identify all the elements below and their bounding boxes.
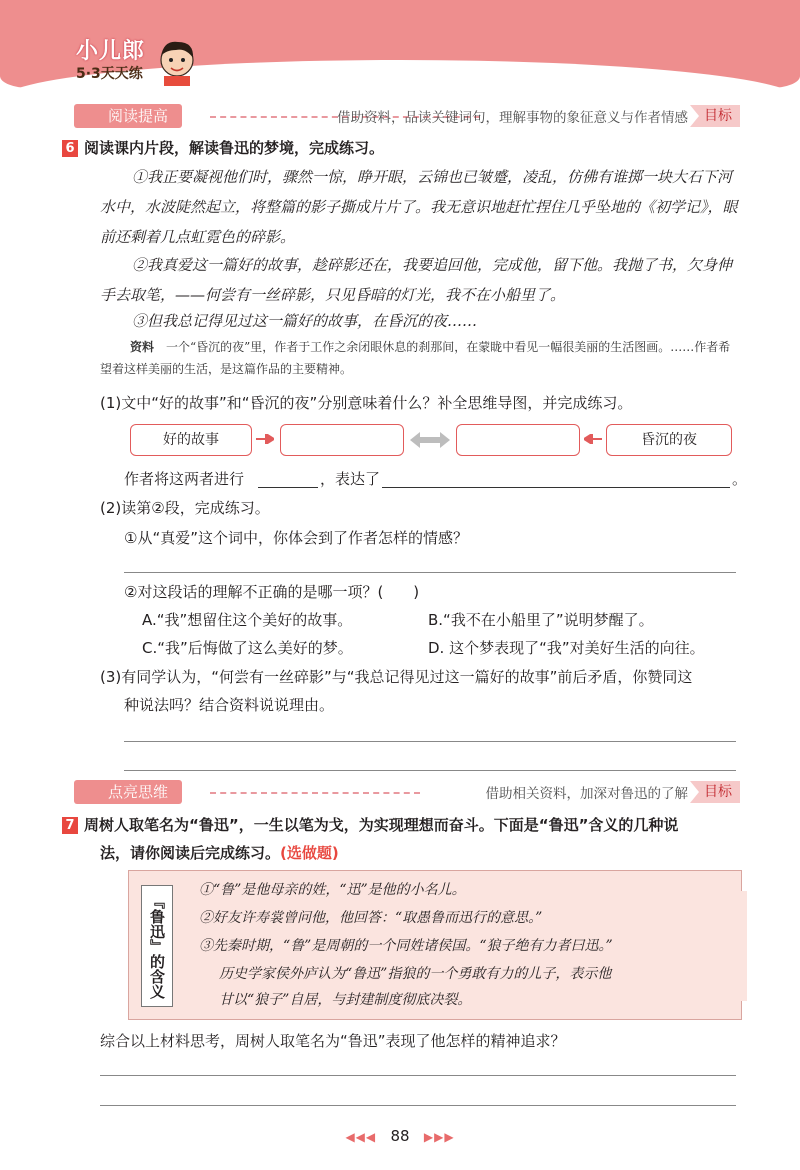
source-label: 资料 <box>130 340 155 354</box>
fill-blank-2[interactable] <box>382 487 730 488</box>
answer-line[interactable] <box>124 770 736 771</box>
mindmap-box-night: 昏沉的夜 <box>606 424 732 456</box>
box-edge <box>735 891 747 1001</box>
option-b[interactable]: B.“我不在小船里了”说明梦醒了。 <box>428 611 654 629</box>
section-thinking-bar <box>60 780 740 806</box>
section-tag: 阅读提高 <box>74 104 182 128</box>
option-d[interactable]: D. 这个梦表现了“我”对美好生活的向往。 <box>428 639 705 657</box>
target-badge: 目标 <box>690 781 740 803</box>
question-title-text: 阅读课内片段，解读鲁迅的梦境，完成练习。 <box>84 139 385 157</box>
mindmap-blank-left[interactable] <box>280 424 404 456</box>
subquestion-1: (1)文中“好的故事”和“昏沉的夜”分别意味着什么？补全思维导图，并完成练习。 <box>100 394 633 412</box>
page-number-text: 88 <box>390 1127 410 1145</box>
question-title-text: 周树人取笔名为“鲁迅”，一生以笔为戈，为实现理想而奋斗。下面是“鲁迅”含义的几种说 <box>84 816 679 834</box>
fill-text-b: ，表达了 <box>320 470 381 488</box>
material-box <box>128 870 742 1020</box>
fill-blank-1[interactable] <box>258 487 318 488</box>
answer-line[interactable] <box>124 572 736 573</box>
source-material <box>100 336 740 380</box>
question-title-text: 法，请你阅读后完成练习。 <box>100 844 281 862</box>
passage-paragraph-3: ③但我总记得见过这一篇好的故事，在昏沉的夜…… <box>132 312 478 330</box>
passage-paragraph-2: ②我真爱这一篇好的故事，趁碎影还在，我要追回他，完成他，留下他。我抛了书，欠身伸手去取笔，——何尝有一丝碎影，只见昏暗的灯光，我不在小船里了。 <box>100 256 733 304</box>
section-aim: 借助相关资料，加深对鲁迅的了解 <box>485 786 688 802</box>
brand-logo <box>76 34 145 83</box>
brand-name: 小儿郎 <box>76 39 146 64</box>
brand-series: 5·3天天练 <box>76 66 143 82</box>
next-arrows-icon: ▶▶▶ <box>423 1130 455 1144</box>
answer-line[interactable] <box>100 1105 736 1106</box>
mindmap-blank-right[interactable] <box>456 424 580 456</box>
section-aim: 借助资料，品读关键词句，理解事物的象征意义与作者情感 <box>337 110 688 126</box>
material-item-1: ①“鲁”是他母亲的姓，“迅”是他的小名儿。 <box>199 882 466 898</box>
option-a[interactable]: A.“我”想留住这个美好的故事。 <box>142 611 353 629</box>
material-item-3-cont: 甘以“狼子”自居，与封建制度彻底决裂。 <box>219 992 472 1008</box>
section-tag: 点亮思维 <box>74 780 182 804</box>
final-question: 综合以上材料思考，周树人取笔名为“鲁迅”表现了他怎样的精神追求？ <box>100 1032 566 1050</box>
page-number <box>0 1127 800 1145</box>
subquestion-2-2: ②对这段话的理解不正确的是哪一项？( ) <box>124 583 420 601</box>
section-reading-bar <box>60 104 740 130</box>
option-c[interactable]: C.“我”后悔做了这么美好的梦。 <box>142 639 353 657</box>
question-number: 6 <box>62 140 78 157</box>
material-item-2: ②好友许寿裳曾问他，他回答：“取愚鲁而迅行的意思。” <box>199 910 543 926</box>
subquestion-3-line2: 种说法吗？结合资料说说理由。 <box>124 696 335 714</box>
dashed-divider <box>210 792 420 794</box>
question-number: 7 <box>62 817 78 834</box>
answer-line[interactable] <box>100 1075 736 1076</box>
passage-paragraph-1: ①我正要凝视他们时，骤然一惊，睁开眼，云锦也已皱蹙，凌乱，仿佛有谁掷一块大石下河水中，水波陡然起立，将整篇的影子撕成片片了。我无意识地赶忙捏住几乎坠地的《初学记》，眼前还剩着几点虹霓色的碎影。 <box>100 168 738 246</box>
target-badge: 目标 <box>690 105 740 127</box>
fill-text-end: 。 <box>732 470 748 488</box>
question-title <box>62 137 384 158</box>
source-text: 一个“昏沉的夜”里，作者于工作之余闭眼休息的刹那间，在蒙眬中看见一幅很美丽的生活图画。……作者希望着这样美丽的生活，是这篇作品的主要精神。 <box>100 340 731 376</box>
arrow-left-icon <box>584 434 602 444</box>
question-title-line2 <box>100 842 339 863</box>
fill-text-a: 作者将这两者进行 <box>124 470 245 488</box>
arrow-right-icon <box>256 434 274 444</box>
double-arrow-icon <box>408 430 452 450</box>
material-label: 『鲁迅』的含义 <box>141 885 173 1007</box>
mascot-icon <box>156 38 198 86</box>
question-title <box>62 814 678 835</box>
mindmap-box-good-story: 好的故事 <box>130 424 252 456</box>
material-item-3: ③先秦时期，“鲁”是周朝的一个同姓诸侯国。“狼子绝有力者曰迅。” <box>199 938 613 954</box>
subquestion-3-line1: (3)有同学认为，“何尝有一丝碎影”与“我总记得见过这一篇好的故事”前后矛盾，你赞同这 <box>100 668 693 686</box>
optional-tag: (选做题) <box>280 844 339 862</box>
material-item-3-cont: 历史学家侯外庐认为“鲁迅”指狼的一个勇敢有力的儿子，表示他 <box>219 966 612 982</box>
subquestion-2: (2)读第②段，完成练习。 <box>100 499 270 517</box>
subquestion-2-1: ①从“真爱”这个词中，你体会到了作者怎样的情感？ <box>124 529 468 547</box>
prev-arrows-icon: ◀◀◀ <box>345 1130 377 1144</box>
answer-line[interactable] <box>124 741 736 742</box>
